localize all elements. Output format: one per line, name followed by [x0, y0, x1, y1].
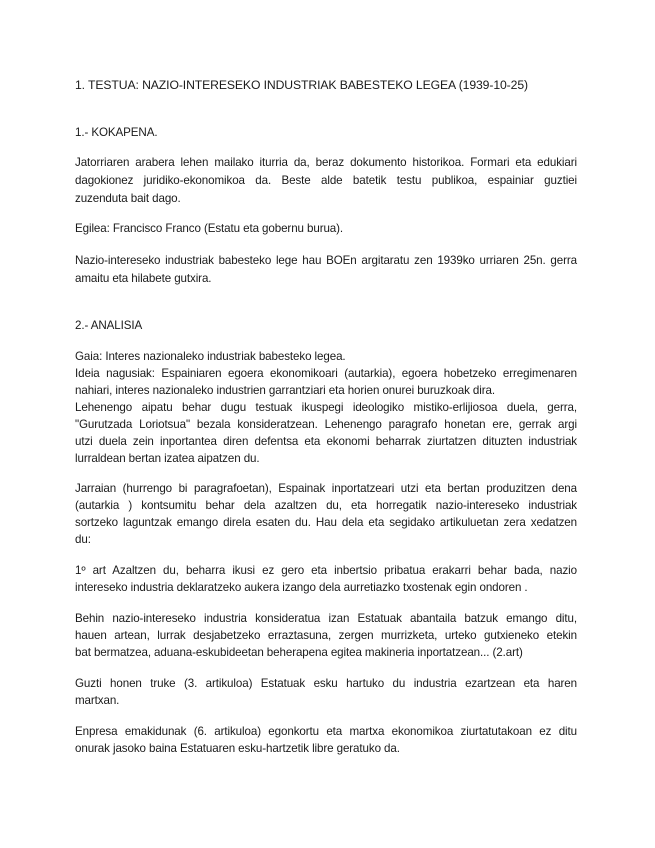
- text-line: utzi duela zein inportantea diren defentsa eta ekonomi beharrak ziurtatzen dituzten industriak: [75, 435, 577, 448]
- text-line: Gaia: Interes nazionaleko industriak babesteko legea.: [75, 350, 346, 363]
- text-line: dagokionez juridiko-ekonomikoa da. Beste alde batetik testu publikoa, espainiar guztiei: [75, 174, 577, 187]
- text-line: Lehenengo aipatu behar dugu testuak ikuspegi ideologiko mistiko-erlijiosoa duela, gerra,: [75, 401, 577, 414]
- text-line: 1º art Azaltzen du, beharra ikusi ez gero eta inbertsio pribatua erakarri behar bada, nazio: [75, 564, 577, 577]
- text-line: (autarkia ) kontsumitu behar dela azaltzen du, eta horregatik nazio-intereseko industriak: [75, 499, 577, 512]
- text-line: Behin nazio-intereseko industria konsideratua izan Estatuak abantaila batzuk emango ditu,: [75, 612, 577, 625]
- section-heading-kokapena: 1.- KOKAPENA.: [75, 126, 158, 139]
- text-line: amaitu eta hilabete gutxira.: [75, 272, 212, 285]
- text-line: onurak jasoko baina Estatuaren esku-hartzetik libre geratuko da.: [75, 742, 400, 755]
- text-line: du:: [75, 533, 91, 546]
- text-line: intereseko industria deklaratzeko aukera izango dela aurretiazko txostenak egin ondoren .: [75, 581, 528, 594]
- text-line: Jarraian (hurrengo bi paragrafoetan), Espainak inportatzeari utzi eta bertan produzitzen dena: [75, 482, 577, 495]
- text-line: hauen artean, lurrak desjabetzeko erraztasuna, zergen murrizketa, urteko gutxieneko etekin: [75, 629, 577, 642]
- text-line: "Gurutzada Loriotsua" bezala konsideratzean. Lehenengo paragrafo honetan ere, gerrak argi: [75, 418, 577, 431]
- text-line: nahiari, interes nazionaleko industrien garrantziari eta horien onurei buruzkoak dira.: [75, 384, 495, 397]
- document-title: 1. TESTUA: NAZIO-INTERESEKO INDUSTRIAK BABESTEKO LEGEA (1939-10-25): [75, 78, 528, 92]
- text-line: Jatorriaren arabera lehen mailako iturria da, beraz dokumento historikoa. Formari eta edukiari: [75, 156, 577, 169]
- text-line: Ideia nagusiak: Espainiaren egoera ekonomikoari (autarkia), egoera hobetzeko erregimenaren: [75, 367, 577, 380]
- text-line: martxan.: [75, 694, 120, 707]
- paragraph-author: Egilea: Francisco Franco (Estatu eta gobernu burua).: [75, 222, 344, 235]
- text-line: bat bermatzea, aduana-eskubideetan beherapena egitea makineria inportatzean... (2.art): [75, 646, 523, 659]
- text-line: Nazio-intereseko industriak babesteko lege hau BOEn argitaratu zen 1939ko urriaren 25n. gerra: [75, 254, 577, 267]
- text-line: zuzenduta bait dago.: [75, 192, 181, 205]
- text-line: lurraldean bertan izatea aipatzen du.: [75, 452, 260, 465]
- section-heading-analisia: 2.- ANALISIA: [75, 319, 143, 332]
- text-line: Guzti honen truke (3. artikuloa) Estatuak esku hartuko du industria ezartzean eta haren: [75, 677, 577, 690]
- text-line: Enpresa emakidunak (6. artikuloa) egonkortu eta martxa ekonomikoa ziurtatutakoan ez ditu: [75, 725, 577, 738]
- text-line: sortzeko laguntzak emango direla esaten du. Hau dela eta segidako artikuluetan zera xedatzen: [75, 516, 577, 529]
